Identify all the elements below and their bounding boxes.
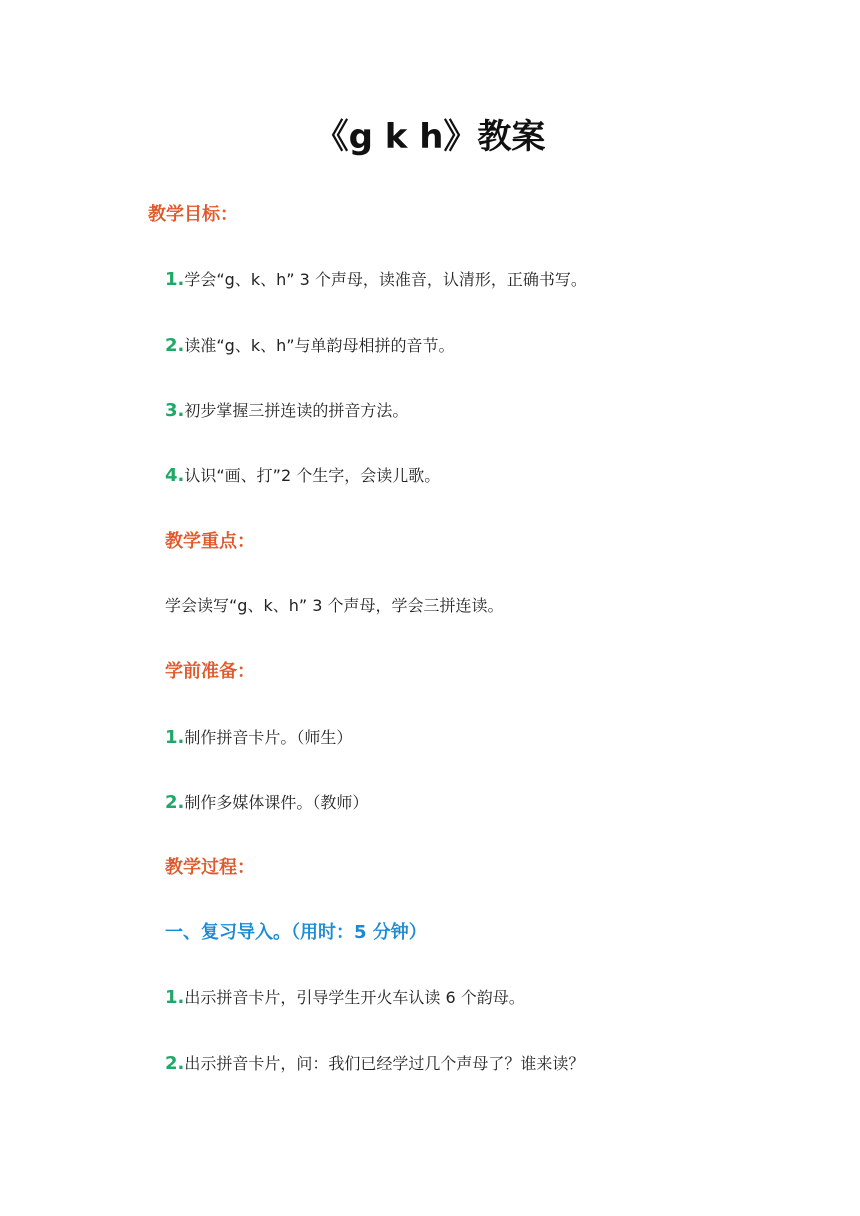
list-text: 初步掌握三拼连读的拼音方法。 xyxy=(184,401,409,420)
objective-item-4 xyxy=(165,467,440,485)
list-text: 读准“g、k、h”与单韵母相拼的音节。 xyxy=(184,336,455,355)
preparation-item-1 xyxy=(165,729,352,747)
list-text: 学会“g、k、h” 3 个声母，读准音，认清形，正确书写。 xyxy=(184,270,587,289)
list-text: 制作拼音卡片。（师生） xyxy=(184,728,353,747)
list-number: 2. xyxy=(165,1053,185,1074)
list-number: 4. xyxy=(165,465,185,486)
process-item-2 xyxy=(165,1055,584,1073)
objective-item-2 xyxy=(165,337,455,355)
list-text: 出示拼音卡片，问：我们已经学过几个声母了？谁来读？ xyxy=(184,1054,585,1073)
list-number: 2. xyxy=(165,792,185,813)
list-number: 1. xyxy=(165,727,185,748)
list-number: 1. xyxy=(165,269,185,290)
document-title: 《g k h》教案 xyxy=(314,117,546,157)
list-number: 3. xyxy=(165,400,185,421)
list-number: 2. xyxy=(165,335,185,356)
objective-item-1 xyxy=(165,271,587,289)
process-heading: 教学过程： xyxy=(165,857,255,878)
list-number: 1. xyxy=(165,987,185,1008)
preparation-heading: 学前准备： xyxy=(165,661,255,682)
process-section-title: 一、复习导入。（用时：5 分钟） xyxy=(165,922,427,943)
key-points-heading: 教学重点： xyxy=(165,531,255,552)
key-points-text: 学会读写“g、k、h” 3 个声母，学会三拼连读。 xyxy=(165,596,504,615)
list-text: 制作多媒体课件。（教师） xyxy=(184,793,369,812)
objectives-heading: 教学目标： xyxy=(148,204,238,225)
list-text: 出示拼音卡片，引导学生开火车认读 6 个韵母。 xyxy=(184,988,525,1007)
process-item-1 xyxy=(165,989,525,1007)
objective-item-3 xyxy=(165,402,408,420)
preparation-item-2 xyxy=(165,794,368,812)
list-text: 认识“画、打”2 个生字，会读儿歌。 xyxy=(184,466,441,485)
